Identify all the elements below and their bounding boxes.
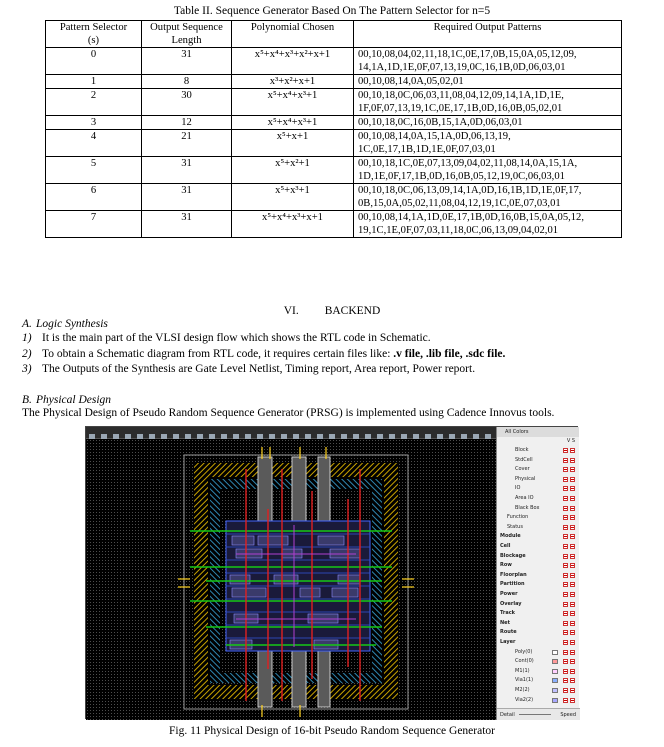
visibility-checkbox[interactable] [563,611,568,616]
panel-row[interactable] [497,620,580,627]
visibility-checkbox[interactable] [563,621,568,626]
table-caption: Table II. Sequence Generator Based On The Pattern Selector for n=5 [173,5,491,17]
pattern-line: 1F,0F,07,13,19,1C,0E,17,1B,0D,16,0B,05,02,01 [358,103,563,114]
panel-row-label: M2(2) [515,687,530,693]
panel-row[interactable] [497,533,580,540]
visibility-checkbox[interactable] [570,477,575,482]
section-number: VI. [283,305,299,317]
cell-pattern-selector: 0 [46,48,142,75]
header-pattern-selector: Pattern Selector (s) [46,21,142,48]
pattern-line: 0B,15,0A,05,02,11,08,04,12,19,1C,0E,07,03,01 [358,198,561,209]
pattern-line: 00,10,18,0C,06,03,11,08,04,12,09,14,1A,1D,1E, [358,90,564,101]
cell-polynomial: x⁵+x⁴+x³+x²+x+1 [232,48,354,75]
visibility-checkbox[interactable] [570,467,575,472]
detail-speed-slider[interactable] [519,714,551,715]
cell-polynomial: x⁵+x⁴+x³+x+1 [232,211,354,238]
panel-footer [497,708,580,720]
panel-row[interactable] [497,543,580,550]
pattern-line: 1D,1E,0F,17,1B,0D,16,0B,05,12,19,0C,06,03,01 [358,171,565,182]
panel-row-label: Floorplan [500,571,527,578]
panel-row[interactable] [497,553,580,560]
cell-output-patterns [354,116,622,130]
layer-color-swatch[interactable] [552,650,558,655]
cell-pattern-selector: 2 [46,89,142,116]
pattern-line: 00,10,08,04,02,11,18,1C,0E,17,0B,15,0A,05,12,09, [358,49,577,60]
visibility-checkbox[interactable] [563,525,568,530]
visibility-checkbox[interactable] [563,688,568,693]
visibility-checkbox[interactable] [570,630,575,635]
panel-row-label: Cell [500,543,511,549]
cell-polynomial: x⁵+x²+1 [232,157,354,184]
cell-pattern-selector: 4 [46,130,142,157]
panel-row[interactable] [497,610,580,617]
subsection-a-heading: A. Logic Synthesis [22,318,108,330]
visibility-checkbox[interactable] [563,582,568,587]
panel-row[interactable] [497,687,580,694]
sequence-table [45,20,622,238]
panel-row[interactable] [497,629,580,636]
table-row [46,116,622,130]
panel-row[interactable] [497,649,580,656]
visibility-checkbox[interactable] [563,477,568,482]
cell-output-length: 12 [142,116,232,130]
physical-design-screenshot [85,426,578,719]
pattern-line: 00,10,08,14,0A,15,1A,0D,06,13,19, [358,131,511,142]
cell-output-length: 31 [142,211,232,238]
table-row [46,130,622,157]
table-row [46,89,622,116]
visibility-checkbox[interactable] [570,448,575,453]
visibility-checkbox[interactable] [563,448,568,453]
cell-polynomial: x⁵+x³+1 [232,184,354,211]
cell-output-patterns [354,184,622,211]
visibility-checkbox[interactable] [563,592,568,597]
cell-output-length: 8 [142,75,232,89]
panel-row-label: IO [515,485,521,492]
panel-row[interactable] [497,581,580,588]
panel-row-label: Block [515,447,529,453]
visibility-checkbox[interactable] [563,602,568,607]
panel-row[interactable] [497,485,580,492]
panel-row-label: Row [500,562,512,569]
visibility-checkbox[interactable] [563,544,568,549]
visibility-checkbox[interactable] [570,573,575,578]
visibility-checkbox[interactable] [570,486,575,491]
visibility-checkbox[interactable] [570,688,575,693]
header-polynomial: Polynomial Chosen [232,21,354,48]
panel-row-label: Physical [515,475,536,482]
visibility-checkbox[interactable] [570,640,575,645]
pattern-line: 14,1A,1D,1E,0F,07,13,19,0C,16,1B,0D,06,03,01 [358,62,566,73]
visibility-checkbox[interactable] [563,496,568,501]
layer-color-swatch[interactable] [552,669,558,674]
speed-label: Speed [560,712,576,718]
visibility-checkbox[interactable] [570,602,575,607]
visibility-checkbox[interactable] [563,534,568,539]
panel-row-label: Route [500,629,517,636]
cell-output-length: 31 [142,157,232,184]
panel-row[interactable] [497,591,580,598]
panel-title: All Colors [497,427,579,437]
panel-row-label: Module [500,533,521,540]
cell-output-patterns [354,130,622,157]
pattern-line: 00,10,08,14,1A,1D,0E,17,1B,0D,16,0B,15,0A,05,12, [358,212,585,223]
panel-row-label: M1(1) [515,667,530,674]
visibility-checkbox[interactable] [570,525,575,530]
panel-row[interactable] [497,514,580,521]
pattern-line: 00,10,18,0C,06,13,09,14,1A,0D,16,1B,1D,1E,0F,17, [358,185,582,196]
list-item: 2) To obtain a Schematic diagram from RTL code, it requires certain files like: .v file, .lib file, .sdc file. [22,348,506,360]
visibility-checkbox[interactable] [570,592,575,597]
panel-row-label: StdCell [515,456,533,463]
layer-color-swatch[interactable] [552,659,558,664]
visibility-checkbox[interactable] [563,486,568,491]
subsection-b-heading: B. Physical Design [22,394,112,406]
visibility-checkbox[interactable] [570,534,575,539]
table-row [46,48,622,75]
cell-output-patterns [354,211,622,238]
cell-polynomial: x³+x²+x+1 [232,75,354,89]
cell-output-length: 21 [142,130,232,157]
figure-caption: Fig. 11 Physical Design of 16-bit Pseudo Random Sequence Generator [169,725,495,737]
cell-output-patterns [354,48,622,75]
panel-row[interactable] [497,658,580,665]
visibility-checkbox[interactable] [570,506,575,511]
cell-output-length: 30 [142,89,232,116]
list-item: 1) It is the main part of the VLSI design flow which shows the RTL code in Schematic. [22,332,431,344]
visibility-checkbox[interactable] [570,621,575,626]
visibility-checkbox[interactable] [563,506,568,511]
layout-canvas [86,439,496,720]
layer-color-swatch[interactable] [552,678,558,683]
section-title: BACKEND [324,305,381,317]
panel-column-headers: V S [566,438,575,444]
panel-row[interactable] [497,697,580,704]
layer-color-swatch[interactable] [552,688,558,693]
visibility-checkbox[interactable] [570,544,575,549]
panel-row-label: Cont(0) [515,658,534,665]
visibility-checkbox[interactable] [563,573,568,578]
cell-polynomial: x⁵+x⁴+x³+1 [232,116,354,130]
visibility-checkbox[interactable] [570,496,575,501]
visibility-checkbox[interactable] [570,515,575,520]
table-row [46,75,622,89]
pattern-line: 19,1C,1E,0F,07,03,11,18,0C,06,13,09,04,02,01 [358,225,559,236]
cell-pattern-selector: 3 [46,116,142,130]
panel-row[interactable] [497,677,580,684]
visibility-checkbox[interactable] [570,659,575,664]
cell-output-length: 31 [142,184,232,211]
visibility-checkbox[interactable] [563,458,568,463]
cell-pattern-selector: 7 [46,211,142,238]
visibility-checkbox[interactable] [570,458,575,463]
list-item: 3) The Outputs of the Synthesis are Gate Level Netlist, Timing report, Area report, Power report. [22,363,476,375]
table-row [46,211,622,238]
visibility-checkbox[interactable] [570,669,575,674]
visibility-checkbox[interactable] [570,698,575,703]
cell-pattern-selector: 6 [46,184,142,211]
visibility-checkbox[interactable] [570,678,575,683]
tool-toolbar [86,427,496,439]
color-layer-panel [496,427,579,720]
panel-row-label: Layer [500,639,516,645]
panel-row-label: Status [507,523,523,530]
panel-row[interactable] [497,505,580,512]
header-output-patterns: Required Output Patterns [354,21,622,48]
pattern-line: 00,10,08,14,0A,05,02,01 [358,76,464,87]
visibility-checkbox[interactable] [563,515,568,520]
cell-pattern-selector: 5 [46,157,142,184]
visibility-checkbox[interactable] [563,698,568,703]
panel-row-label: Blockage [500,552,526,559]
detail-label: Detail [500,712,515,718]
cell-polynomial: x⁵+x⁴+x³+1 [232,89,354,116]
visibility-checkbox[interactable] [563,467,568,472]
table-header-row [46,21,622,48]
visibility-checkbox[interactable] [570,611,575,616]
panel-row[interactable] [497,572,580,579]
visibility-checkbox[interactable] [563,563,568,568]
panel-row-label: Overlay [500,600,522,607]
visibility-checkbox[interactable] [563,554,568,559]
visibility-checkbox[interactable] [563,630,568,635]
cell-output-patterns [354,157,622,184]
panel-row[interactable] [497,668,580,675]
visibility-checkbox[interactable] [563,640,568,645]
pattern-line: 1C,0E,17,1B,1D,1E,0F,07,03,01 [358,144,496,155]
panel-row[interactable] [497,476,580,483]
panel-row-label: Via1(1) [515,677,534,684]
visibility-checkbox[interactable] [570,582,575,587]
cell-polynomial: x⁵+x+1 [232,130,354,157]
pattern-line: 00,10,18,0C,16,0B,15,1A,0D,06,03,01 [358,117,523,128]
panel-row-label: Net [500,619,510,626]
panel-row-label: Function [507,514,529,521]
panel-row-label: Cover [515,466,530,473]
cell-output-patterns [354,89,622,116]
layer-color-swatch[interactable] [552,698,558,703]
table-row [46,184,622,211]
panel-row-label: Poly(0) [515,648,533,655]
visibility-checkbox[interactable] [570,554,575,559]
visibility-checkbox[interactable] [570,563,575,568]
section-heading [0,305,664,317]
cell-pattern-selector: 1 [46,75,142,89]
panel-row-label: Partition [500,581,525,588]
panel-row[interactable] [497,562,580,569]
panel-row[interactable] [497,524,580,531]
cell-output-length: 31 [142,48,232,75]
pattern-line: 00,10,18,1C,0E,07,13,09,04,02,11,08,14,0A,15,1A, [358,158,578,169]
panel-row[interactable] [497,447,580,454]
visibility-checkbox[interactable] [563,678,568,683]
panel-row-label: Track [500,610,515,617]
visibility-checkbox[interactable] [563,650,568,655]
panel-row-label: Via2(2) [515,696,534,703]
visibility-checkbox[interactable] [563,659,568,664]
visibility-checkbox[interactable] [570,650,575,655]
panel-row-label: Power [500,591,518,597]
panel-row[interactable] [497,466,580,473]
visibility-checkbox[interactable] [563,669,568,674]
panel-row[interactable] [497,601,580,608]
panel-row[interactable] [497,495,580,502]
chip-layout-drawing [86,439,496,720]
panel-row-label: Black Box [515,504,540,511]
header-output-length: Output Sequence Length [142,21,232,48]
panel-row[interactable] [497,457,580,464]
panel-row-label: Area IO [515,495,534,501]
table-row [46,157,622,184]
paragraph: The Physical Design of Pseudo Random Sequence Generator (PRSG) is implemented using Cadence Innovus tools. [22,407,555,419]
panel-row[interactable] [497,639,580,646]
cell-output-patterns [354,75,622,89]
